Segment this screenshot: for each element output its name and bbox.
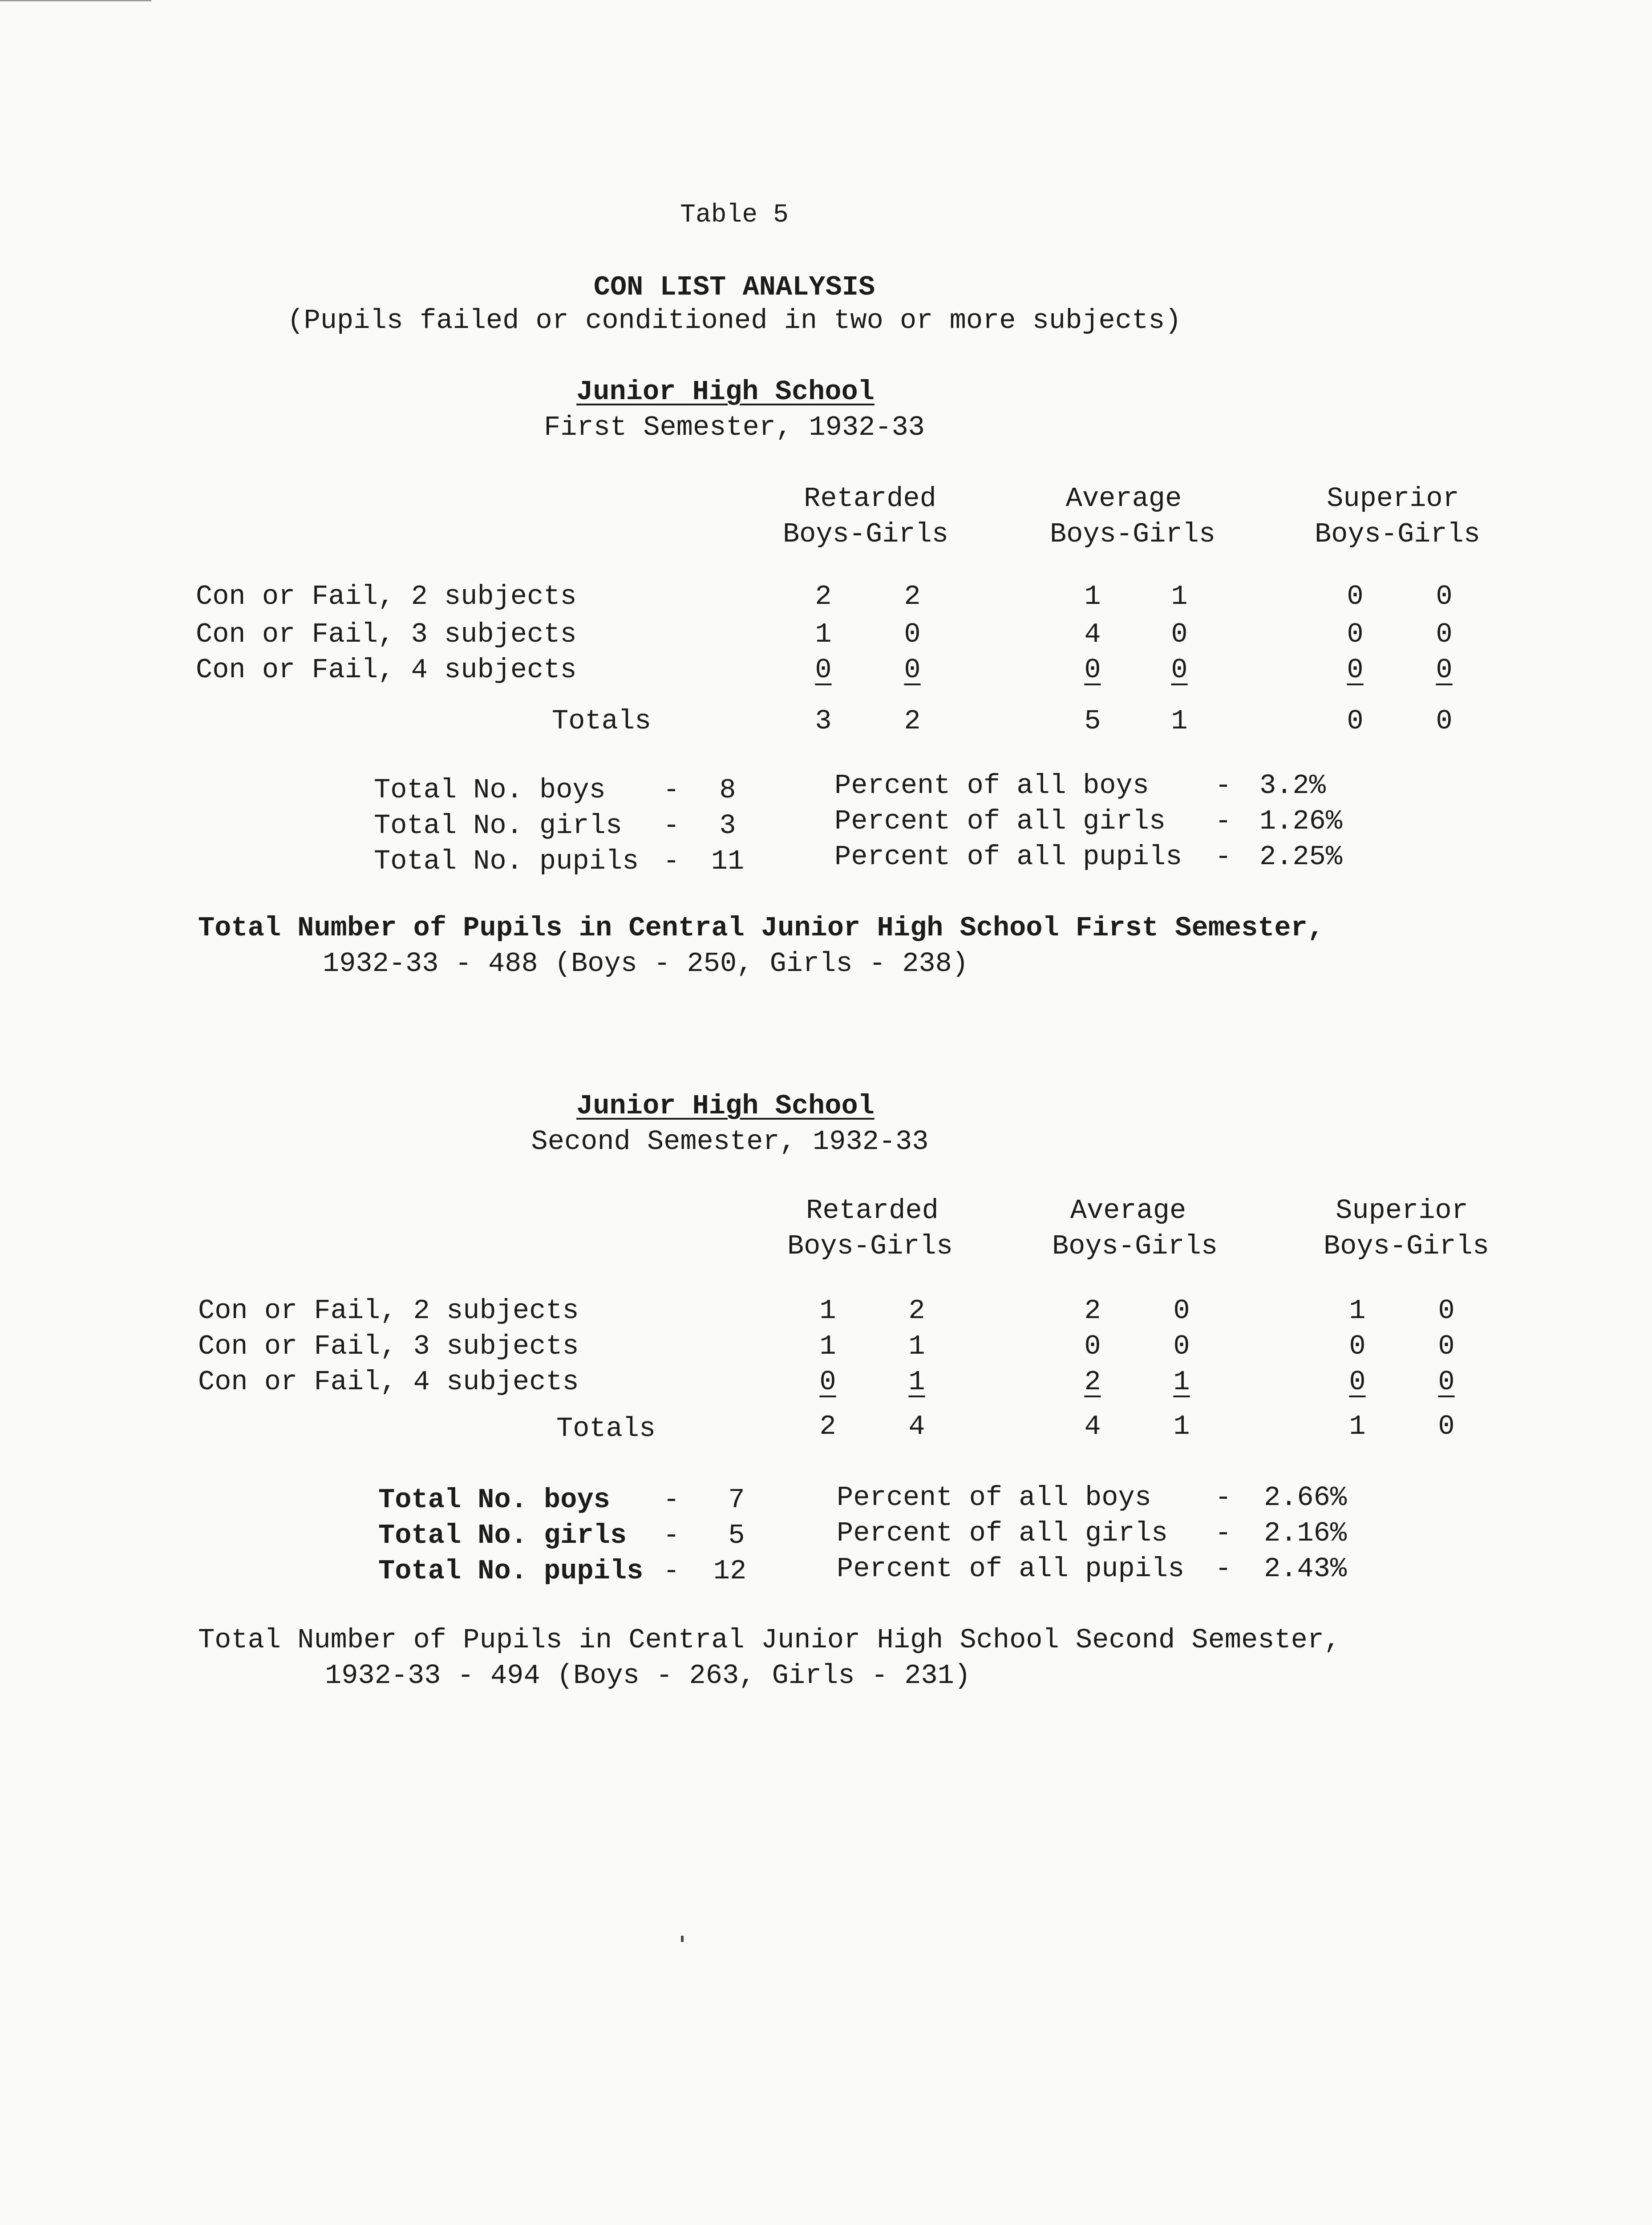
cell-value: 0	[1347, 581, 1364, 612]
group-header-retarded: Retarded	[806, 1195, 939, 1226]
cell-value: 2	[1084, 1295, 1101, 1327]
summary-value: 12	[713, 1555, 747, 1587]
summary-sign: -	[663, 774, 680, 806]
cell-total: 0	[1436, 705, 1453, 737]
percent-sign: -	[1215, 1517, 1232, 1549]
cell-value: 0	[1436, 581, 1453, 612]
cell-value: 0	[819, 1366, 836, 1398]
cell-value: 1	[908, 1366, 925, 1398]
cell-value: 0	[1436, 619, 1453, 650]
cell-value: 1	[1349, 1295, 1366, 1327]
cell-total: 0	[1347, 705, 1364, 737]
cell-value: 1	[908, 1331, 925, 1362]
cell-total: 0	[1438, 1411, 1455, 1442]
cell-value: 0	[1349, 1331, 1366, 1362]
section-heading: Junior High School	[576, 376, 875, 408]
cell-value: 0	[1438, 1331, 1455, 1362]
cell-value: 0	[1173, 1331, 1190, 1362]
cell-value: 0	[1173, 1295, 1190, 1327]
group-header-superior: Superior	[1327, 483, 1459, 514]
summary-sign: -	[663, 1555, 680, 1587]
scan-edge-mark	[0, 0, 151, 1]
summary-label: Total No. girls	[378, 1520, 627, 1551]
cell-value: 0	[1438, 1366, 1455, 1398]
document-subtitle: (Pupils failed or conditioned in two or more subjects)	[287, 305, 1182, 336]
percent-label: Percent of all pupils	[834, 841, 1182, 873]
cell-value: 1	[815, 619, 832, 650]
cell-value: 0	[904, 619, 921, 650]
subheader-retarded: Boys-Girls	[782, 518, 949, 550]
subheader-retarded: Boys-Girls	[787, 1230, 953, 1262]
cell-value: 2	[904, 581, 921, 612]
summary-value: 3	[719, 810, 736, 841]
percent-label: Percent of all girls	[837, 1517, 1168, 1549]
enrollment-note-line2: 1932-33 - 488 (Boys - 250, Girls - 238)	[323, 948, 969, 979]
percent-value: 2.66%	[1264, 1482, 1347, 1513]
cell-value: 0	[1436, 654, 1453, 686]
percent-sign: -	[1215, 841, 1232, 873]
table-label: Table 5	[680, 201, 789, 230]
cell-value: 0	[1347, 654, 1364, 686]
group-header-retarded: Retarded	[804, 483, 936, 514]
percent-sign: -	[1215, 770, 1232, 801]
document-title: CON LIST ANALYSIS	[593, 271, 875, 303]
percent-sign: -	[1215, 1482, 1232, 1513]
cell-value: 4	[1084, 619, 1101, 650]
row-label: Con or Fail, 2 subjects	[198, 1295, 579, 1327]
cell-value: 0	[1084, 1331, 1101, 1362]
summary-label: Total No. girls	[374, 810, 623, 841]
row-label-totals: Totals	[552, 705, 652, 737]
cell-value: 0	[1349, 1366, 1366, 1398]
group-header-superior: Superior	[1336, 1195, 1468, 1226]
cell-value: 1	[819, 1295, 836, 1327]
row-label-totals: Totals	[556, 1413, 656, 1444]
summary-label: Total No. pupils	[374, 846, 639, 877]
summary-sign: -	[663, 1484, 680, 1516]
percent-label: Percent of all pupils	[837, 1553, 1185, 1585]
summary-label: Total No. boys	[378, 1484, 610, 1516]
section-heading: Junior High School	[576, 1090, 875, 1122]
summary-value: 5	[728, 1520, 745, 1551]
percent-label: Percent of all girls	[834, 805, 1166, 837]
percent-sign: -	[1215, 805, 1232, 837]
section-semester: Second Semester, 1932-33	[531, 1126, 929, 1157]
cell-total: 4	[1084, 1411, 1101, 1442]
percent-value: 2.25%	[1259, 841, 1343, 873]
cell-value: 2	[908, 1295, 925, 1327]
percent-label: Percent of all boys	[837, 1482, 1151, 1513]
subheader-average: Boys-Girls	[1052, 1230, 1218, 1262]
summary-sign: -	[663, 1520, 680, 1551]
cell-total: 1	[1173, 1411, 1190, 1442]
row-label: Con or Fail, 3 subjects	[198, 1331, 579, 1362]
section-semester: First Semester, 1932-33	[544, 412, 925, 443]
cell-value: 0	[1084, 654, 1101, 686]
percent-value: 1.26%	[1259, 805, 1343, 837]
cell-total: 2	[819, 1411, 836, 1442]
cell-value: 1	[819, 1331, 836, 1362]
subheader-superior: Boys-Girls	[1314, 518, 1481, 550]
summary-sign: -	[663, 810, 680, 841]
percent-value: 2.43%	[1264, 1553, 1347, 1585]
row-label: Con or Fail, 4 subjects	[196, 654, 577, 686]
summary-value: 7	[728, 1484, 745, 1516]
group-header-average: Average	[1065, 483, 1182, 514]
cell-total: 1	[1349, 1411, 1366, 1442]
cell-value: 0	[1171, 654, 1188, 686]
cell-value: 1	[1084, 581, 1101, 612]
subheader-superior: Boys-Girls	[1323, 1230, 1490, 1262]
cell-value: 1	[1171, 581, 1188, 612]
row-label: Con or Fail, 2 subjects	[196, 581, 577, 612]
cell-value: 0	[1347, 619, 1364, 650]
cell-value: 0	[1438, 1295, 1455, 1327]
summary-label: Total No. boys	[374, 774, 606, 806]
row-label: Con or Fail, 4 subjects	[198, 1366, 579, 1398]
enrollment-note-line1: Total Number of Pupils in Central Junior High School Second Semester,	[198, 1624, 1341, 1656]
summary-sign: -	[663, 846, 680, 877]
paper-speck	[681, 1936, 684, 1942]
summary-value: 11	[711, 846, 745, 877]
cell-value: 0	[904, 654, 921, 686]
summary-value: 8	[719, 774, 736, 806]
cell-value: 0	[1171, 619, 1188, 650]
summary-label: Total No. pupils	[378, 1555, 644, 1587]
percent-label: Percent of all boys	[834, 770, 1149, 801]
enrollment-note-line1: Total Number of Pupils in Central Junior High School First Semester,	[198, 912, 1324, 944]
cell-total: 3	[815, 705, 832, 737]
row-label: Con or Fail, 3 subjects	[196, 619, 577, 650]
cell-total: 1	[1171, 705, 1188, 737]
percent-sign: -	[1215, 1553, 1232, 1585]
percent-value: 3.2%	[1259, 770, 1326, 801]
enrollment-note-line2: 1932-33 - 494 (Boys - 263, Girls - 231)	[325, 1660, 971, 1691]
cell-total: 4	[908, 1411, 925, 1442]
cell-value: 2	[1084, 1366, 1101, 1398]
cell-value: 1	[1173, 1366, 1190, 1398]
subheader-average: Boys-Girls	[1049, 518, 1216, 550]
cell-total: 2	[904, 705, 921, 737]
cell-value: 0	[815, 654, 832, 686]
percent-value: 2.16%	[1264, 1517, 1347, 1549]
cell-total: 5	[1084, 705, 1101, 737]
cell-value: 2	[815, 581, 832, 612]
group-header-average: Average	[1070, 1195, 1186, 1226]
